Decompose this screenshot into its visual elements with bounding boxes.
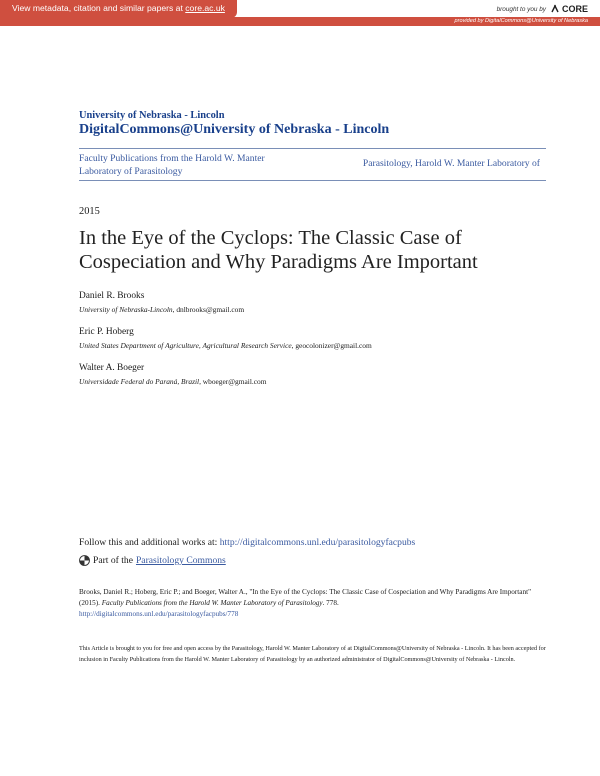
publication-year: 2015 [79, 206, 100, 217]
institution-header [79, 110, 389, 138]
part-of-label: Part of the [93, 555, 133, 566]
university-name[interactable]: University of Nebraska - Lincoln [79, 110, 225, 121]
brought-to-you [497, 4, 588, 14]
author-affiliation: United States Department of Agriculture, Agricultural Research Service, geocolonizer@gmail.com [79, 341, 372, 350]
author-block [79, 363, 266, 386]
core-logo[interactable] [550, 4, 588, 14]
collection-link[interactable]: Faculty Publications from the Harold W. Manter Laboratory of Parasitology [79, 153, 265, 177]
commons-network-icon [79, 555, 90, 566]
brought-by-text: brought to you by [496, 5, 546, 13]
citation-text: Brooks, Daniel R.; Hoberg, Eric P.; and Boeger, Walter A., "In the Eye of the Cyclops: The Classic Case of Cospeciation and Why Paradigms Are Important" (2015). [79, 588, 532, 607]
core-view-text: View metadata, citation and similar papers at [12, 3, 183, 13]
core-view-tab[interactable] [0, 0, 237, 18]
access-notice: This Article is brought to you for free and open access by the Parasitology, Harold W. Manter Laboratory of at DigitalCommons@University of Nebraska - Lincoln. It has been accepted for inclusion in Faculty Publications from the Harold W. Manter Laboratory of Parasitology by an authorized administrator of DigitalCommons@University of Nebraska - Lincoln. [79, 645, 546, 663]
author-name: Walter A. Boeger [79, 363, 145, 373]
core-logo-text: CORE [561, 4, 588, 14]
follow-line [79, 537, 415, 548]
recommended-citation [79, 587, 549, 620]
citation-number: . 778. [322, 599, 339, 607]
citation-journal: Faculty Publications from the Harold W. Manter Laboratory of Parasitology [101, 599, 323, 607]
provided-by-text: provided by DigitalCommons@University of Nebraska [454, 18, 588, 24]
affiliation-text: United States Department of Agriculture, Agricultural Research Service [79, 341, 292, 350]
affiliation-text: Universidade Federal do Paraná, Brazil [79, 377, 200, 386]
parasitology-commons-link[interactable]: Parasitology Commons [135, 555, 226, 566]
follow-label: Follow this and additional works at: [79, 537, 218, 548]
collection-nav [79, 148, 546, 181]
core-link[interactable]: core.ac.uk [185, 3, 225, 13]
core-banner [0, 0, 600, 26]
follow-url-link[interactable]: http://digitalcommons.unl.edu/parasitologyfacpubs [219, 537, 416, 548]
author-block [79, 327, 372, 350]
author-name: Eric P. Hoberg [79, 327, 134, 337]
department-link[interactable]: Parasitology, Harold W. Manter Laboratory of [362, 158, 540, 169]
author-block [79, 291, 244, 314]
part-of-line [79, 555, 226, 566]
author-affiliation: Universidade Federal do Paraná, Brazil, wboeger@gmail.com [79, 377, 267, 386]
author-name: Daniel R. Brooks [79, 291, 145, 301]
core-logo-icon [550, 4, 560, 14]
affiliation-text: University of Nebraska-Lincoln [79, 305, 173, 314]
citation-url-link[interactable]: http://digitalcommons.unl.edu/parasitologyfacpubs/778 [79, 610, 239, 618]
author-email: wboeger@gmail.com [202, 377, 267, 386]
author-affiliation: University of Nebraska-Lincoln, dnlbrooks@gmail.com [79, 305, 245, 314]
provided-by-strip [0, 17, 600, 26]
author-email: dnlbrooks@gmail.com [176, 305, 245, 314]
repository-name[interactable]: DigitalCommons@University of Nebraska - Lincoln [79, 122, 390, 137]
paper-title: In the Eye of the Cyclops: The Classic Case of Cospeciation and Why Paradigms Are Important [79, 227, 478, 273]
author-email: geocolonizer@gmail.com [295, 341, 372, 350]
